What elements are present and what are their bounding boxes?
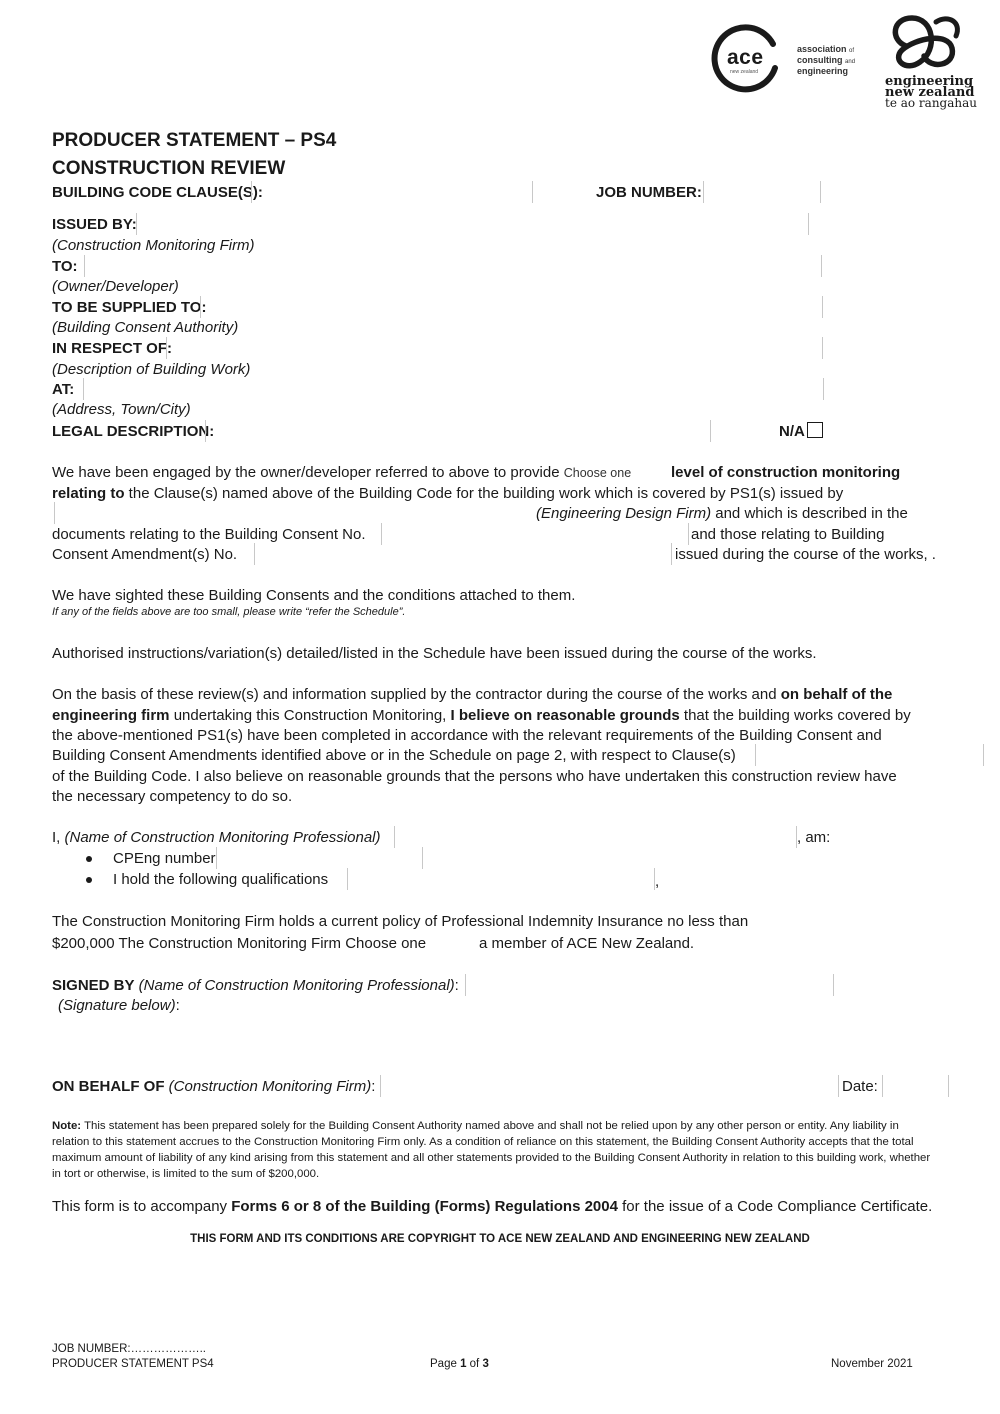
in-respect-label: IN RESPECT OF: bbox=[52, 340, 173, 357]
para1-d: the Clause(s) named above of the Building Code for the building work which is covered by PS1(s) issued by bbox=[124, 485, 844, 502]
membership-dropdown[interactable]: Choose one bbox=[345, 935, 427, 952]
para1-a: We have been engaged by the owner/developer referred to above to provide bbox=[52, 464, 564, 481]
engineering-nz-logo bbox=[884, 10, 984, 110]
para2-text: We have sighted these Building Consents and the conditions attached to them. bbox=[52, 587, 576, 604]
declaration-hint: (Name of Construction Monitoring Professional) bbox=[64, 829, 381, 846]
para1-c: relating to bbox=[52, 485, 125, 502]
to-input[interactable] bbox=[85, 255, 821, 277]
para1-g: documents relating to the Building Consent No. bbox=[52, 526, 366, 543]
at-input[interactable] bbox=[84, 378, 823, 400]
para1-e: (Engineering Design Firm) bbox=[536, 505, 712, 522]
supplied-to-input[interactable] bbox=[201, 296, 822, 318]
ace-name-of: of bbox=[849, 48, 855, 54]
para4-b: on behalf of the bbox=[780, 686, 893, 703]
ace-logo bbox=[711, 26, 876, 96]
note-label: Note: bbox=[52, 1120, 82, 1132]
date-label: Date: bbox=[842, 1078, 878, 1095]
ace-name-3: engineering bbox=[797, 66, 849, 76]
signed-colon: : bbox=[454, 977, 459, 994]
enz-line-1: engineering bbox=[885, 74, 974, 89]
title-line-2: CONSTRUCTION REVIEW bbox=[52, 158, 286, 179]
professional-name-input[interactable] bbox=[395, 826, 796, 848]
para4-c: engineering firm bbox=[52, 707, 170, 724]
in-respect-input[interactable] bbox=[167, 337, 822, 359]
title-line-1: PRODUCER STATEMENT – PS4 bbox=[52, 130, 337, 151]
behalf-firm-input[interactable] bbox=[381, 1075, 838, 1097]
declaration-am: , am: bbox=[797, 829, 831, 846]
behalf-hint: (Construction Monitoring Firm) bbox=[164, 1078, 372, 1095]
page-label: Page bbox=[430, 1358, 461, 1370]
qualifications-comma: , bbox=[655, 873, 660, 890]
para1-f: and which is described in the bbox=[711, 505, 908, 522]
clause-input[interactable] bbox=[756, 744, 983, 766]
ace-name-2: consulting bbox=[797, 55, 843, 65]
at-hint: (Address, Town/City) bbox=[52, 401, 191, 418]
in-respect-hint: (Description of Building Work) bbox=[52, 361, 251, 378]
legal-description-input[interactable] bbox=[206, 420, 710, 442]
para4-f: that the building works covered by bbox=[679, 707, 911, 724]
bullet-icon bbox=[86, 856, 92, 862]
para1-b: level of construction monitoring bbox=[671, 464, 901, 481]
note-text: This statement has been prepared solely for the Building Consent Authority named above and shall not be relied upon by any other person or entity. Any liability in relation to this statement accrues to the Construction Monitoring Firm only. As a condition of reliance on this statement, the Building Consent Authority accepts that the total maximum amount of liability of any kind arising from this statement and all other statements provided to the Building Consent Authority in relation to this building work, whether in tort or otherwise, is limited to the sum of $200,000. bbox=[52, 1120, 931, 1180]
at-label: AT: bbox=[52, 381, 75, 398]
para2-small: If any of the fields above are too small, please write “refer the Schedule”. bbox=[52, 606, 406, 618]
page-of: of bbox=[466, 1358, 483, 1370]
signature-colon: : bbox=[175, 997, 180, 1014]
issued-by-label: ISSUED BY: bbox=[52, 216, 137, 233]
para3: Authorised instructions/variation(s) detailed/listed in the Schedule have been issued during the course of the works. bbox=[52, 645, 817, 662]
legal-description-label: LEGAL DESCRIPTION: bbox=[52, 423, 215, 440]
to-label: TO: bbox=[52, 258, 78, 275]
cpeng-label: CPEng number bbox=[113, 850, 216, 867]
ace-mark-sub: new zealand bbox=[730, 69, 759, 75]
insurance-line-2b: a member of ACE New Zealand. bbox=[479, 935, 695, 952]
page-indicator bbox=[430, 1358, 489, 1370]
page-number: 1 bbox=[460, 1358, 467, 1370]
qualifications-input[interactable] bbox=[348, 868, 654, 890]
supplied-to-label: TO BE SUPPLIED TO: bbox=[52, 299, 207, 316]
enz-line-3: te ao rangahau bbox=[885, 96, 977, 110]
accompany-a: This form is to accompany bbox=[52, 1198, 232, 1215]
engineering-nz-knot-icon bbox=[886, 10, 966, 78]
signature-area[interactable] bbox=[52, 1018, 552, 1068]
job-number-input[interactable] bbox=[704, 181, 820, 203]
signed-hint: (Name of Construction Monitoring Professional) bbox=[134, 977, 455, 994]
para4-a: On the basis of these review(s) and information supplied by the contractor during the course of the works and bbox=[52, 686, 781, 703]
accompany-b: Forms 6 or 8 of the Building (Forms) Regulations 2004 bbox=[231, 1198, 618, 1215]
footer-job-number: JOB NUMBER:……………….. bbox=[52, 1343, 206, 1355]
declaration-i: I, bbox=[52, 829, 65, 846]
copyright-line: THIS FORM AND ITS CONDITIONS ARE COPYRIGHT TO ACE NEW ZEALAND AND ENGINEERING NEW ZEALAND bbox=[190, 1233, 810, 1245]
signed-by-input[interactable] bbox=[466, 974, 833, 996]
ace-name-1: association bbox=[797, 44, 847, 54]
accompany-c: for the issue of a Code Compliance Certificate. bbox=[617, 1198, 933, 1215]
na-checkbox[interactable] bbox=[807, 422, 823, 438]
signed-label: SIGNED BY bbox=[52, 977, 135, 994]
para4-j: the necessary competency to do so. bbox=[52, 788, 293, 805]
behalf-label: ON BEHALF OF bbox=[52, 1078, 165, 1095]
bullet-icon bbox=[86, 877, 92, 883]
para4-e: I believe on reasonable grounds bbox=[450, 707, 680, 724]
footer-ps4: PRODUCER STATEMENT PS4 bbox=[52, 1358, 214, 1370]
building-code-clause-label: BUILDING CODE CLAUSE(S): bbox=[52, 184, 263, 201]
issued-by-hint: (Construction Monitoring Firm) bbox=[52, 237, 255, 254]
page-total: 3 bbox=[482, 1358, 489, 1370]
date-input[interactable] bbox=[883, 1075, 948, 1097]
building-consent-input[interactable] bbox=[382, 523, 688, 545]
na-label: N/A bbox=[779, 423, 805, 440]
issued-by-input[interactable] bbox=[137, 213, 808, 235]
para1-i: Consent Amendment(s) No. bbox=[52, 546, 238, 563]
para4-g: the above-mentioned PS1(s) have been completed in accordance with the relevant requirements of the Building Consent and bbox=[52, 727, 882, 744]
ace-name-and: and bbox=[845, 59, 856, 65]
para4-d: undertaking this Construction Monitoring, bbox=[169, 707, 451, 724]
insurance-line-1: The Construction Monitoring Firm holds a current policy of Professional Indemnity Insurance no less than bbox=[52, 913, 749, 930]
ace-mark: ace bbox=[727, 46, 764, 69]
enz-line-2: new zealand bbox=[885, 85, 975, 100]
job-number-label: JOB NUMBER: bbox=[596, 184, 702, 201]
building-code-clause-input[interactable] bbox=[252, 181, 532, 203]
cpeng-input[interactable] bbox=[217, 847, 422, 869]
to-hint: (Owner/Developer) bbox=[52, 278, 179, 295]
signature-hint: (Signature below) bbox=[58, 997, 176, 1014]
para4-h: Building Consent Amendments identified above or in the Schedule on page 2, with respect to Clause(s) bbox=[52, 747, 736, 764]
behalf-colon: : bbox=[371, 1078, 376, 1095]
para1-j: issued during the course of the works, . bbox=[675, 546, 936, 563]
design-firm-input[interactable] bbox=[55, 502, 533, 524]
insurance-line-2a: $200,000 The Construction Monitoring Firm bbox=[52, 935, 346, 952]
consent-amendment-input[interactable] bbox=[255, 543, 671, 565]
para1-h: and those relating to Building bbox=[691, 526, 885, 543]
para4-i: of the Building Code. I also believe on reasonable grounds that the persons who have undertaken this construction review have bbox=[52, 768, 897, 785]
qualifications-label: I hold the following qualifications bbox=[113, 871, 329, 888]
footer-date: November 2021 bbox=[831, 1358, 913, 1370]
monitoring-level-dropdown[interactable]: Choose one bbox=[563, 466, 632, 480]
supplied-to-hint: (Building Consent Authority) bbox=[52, 319, 239, 336]
